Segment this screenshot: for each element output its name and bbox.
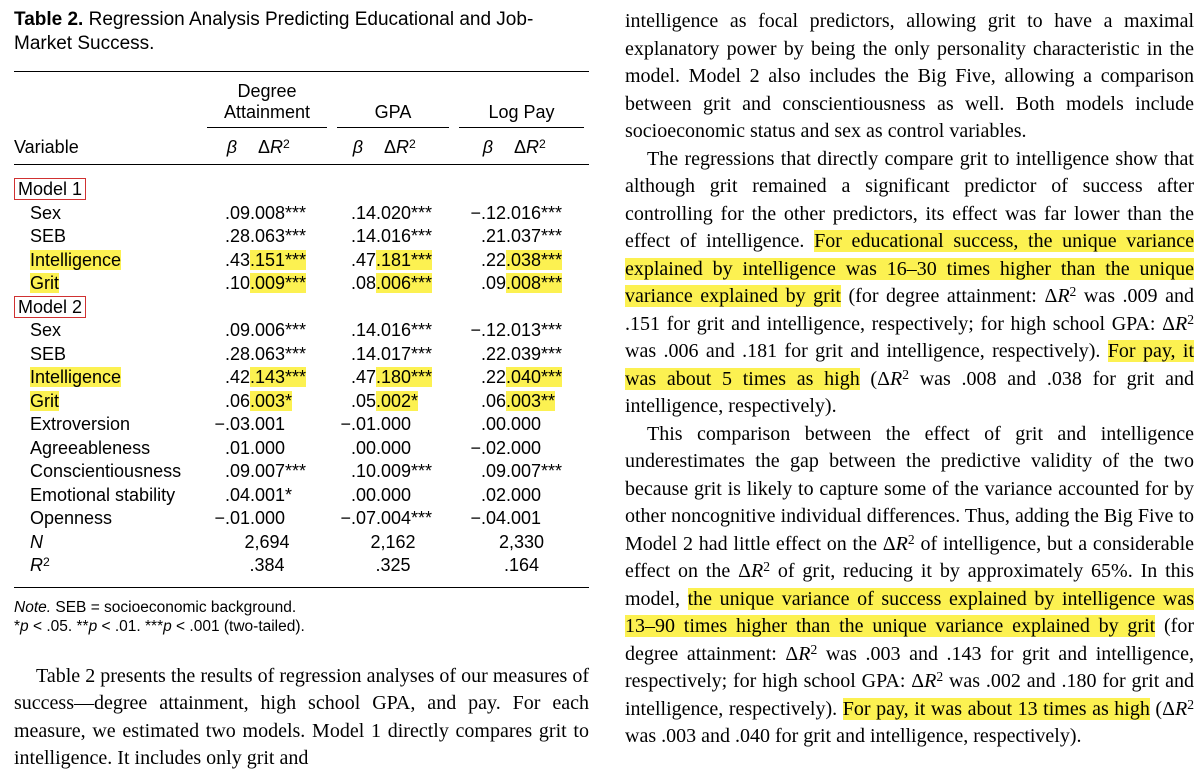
highlighted-text: the unique variance of success explained by intelligence was 13–90 times higher than the unique variance explained by grit: [625, 587, 1194, 637]
table-row: [14, 249, 589, 273]
row-label: Grit: [30, 273, 59, 293]
delta-r2-value: .181***: [376, 249, 433, 270]
delta-r2-value: .007***: [506, 461, 563, 481]
beta-value: −.01: [214, 508, 250, 528]
highlighted-text: For pay, it was about 13 times as high: [842, 697, 1150, 720]
beta-value: .14: [350, 226, 376, 246]
delta-r2-value: .000: [506, 414, 542, 434]
row-label: Sex: [30, 320, 62, 340]
stat-value: 2,694: [244, 531, 290, 552]
beta-value: .43: [224, 249, 250, 270]
table-row: [14, 484, 589, 508]
column-group-degree-attainment: [202, 72, 332, 129]
delta-r2-value: .000: [250, 508, 286, 528]
beta-value: .09: [224, 320, 250, 340]
delta-r2-value: .038***: [506, 249, 563, 270]
row-label: $R^2$: [30, 554, 50, 575]
beta-value: .09: [224, 461, 250, 481]
beta-value: .05: [350, 390, 376, 411]
row-label: Extroversion: [30, 414, 131, 434]
beta-value: .14: [350, 202, 376, 223]
group-header-spacer: [14, 72, 202, 129]
row-label-cell: [14, 225, 202, 249]
table-row: [14, 319, 589, 343]
delta-r2-value: .007***: [250, 461, 307, 481]
table-row: [14, 460, 589, 484]
delta-r2-value: .039***: [506, 343, 563, 364]
beta-value: −.07: [340, 508, 376, 528]
beta-value: .04: [224, 484, 250, 505]
table-body: [14, 165, 589, 588]
model-row: [14, 165, 589, 202]
row-label: Intelligence: [30, 367, 122, 387]
body-paragraph: The regressions that directly compare grit to intelligence show that although grit remained a significant predictor of success after controlling for the other predictors, its effect was far lower than the effect of intelligence. For educational success, the unique variance explained by intelligence was 16–30 times higher than the unique variance explained by grit (for degree attainment: $\Delta R^2$ was .009 and .151 for grit and intelligence, respectively; for high school GPA: $\Delta R^2$ was .006 and .181 for grit and intelligence, respectively). For pay, it was about 5 times as high ($\Delta R^2$ was .008 and .038 for grit and intelligence, respectively).: [625, 147, 1194, 417]
table-notes: [14, 598, 589, 637]
column-group-gpa: [332, 72, 454, 129]
beta-value: .09: [480, 461, 506, 481]
model-label-cell: [14, 165, 589, 202]
delta-r2-value: .003*: [250, 390, 293, 411]
delta-r2-value: .004***: [376, 508, 433, 528]
left-column: [14, 6, 589, 780]
beta-value: −.02: [470, 437, 506, 458]
delta-r2-value: .001*: [250, 484, 293, 505]
beta-value: .08: [350, 273, 376, 293]
stat-value: 2,162: [370, 531, 416, 552]
delta-r2-value: .000: [376, 484, 412, 505]
beta-value: −.04: [470, 508, 506, 528]
beta-value: .42: [224, 367, 250, 387]
beta-value: .00: [350, 484, 376, 505]
row-label-cell: [14, 507, 202, 531]
delta-r2-value: .001: [506, 508, 542, 528]
delta-r2-value: .006***: [250, 320, 307, 340]
beta-value: −.12: [470, 320, 506, 340]
table-row: [14, 202, 589, 226]
row-label-cell: [14, 531, 202, 555]
table-caption: Table 2. Regression Analysis Predicting Educational and Job-Market Success.: [14, 9, 534, 54]
stat-value: .164: [503, 555, 540, 575]
column-group-label: GPA: [337, 102, 449, 128]
row-label: Agreeableness: [30, 437, 151, 458]
row-label-cell: [14, 272, 202, 296]
highlighted-text: For pay, it was about 5 times as high: [625, 340, 1194, 390]
body-paragraph: This comparison between the effect of grit and intelligence underestimates the gap between the predictive validity of the two because grit is likely to capture some of the variance accounted for by other noncognitive individual differences. Thus, adding the Big Five to Model 2 had little effect on the $\Delta R^2$ of intelligence, but a considerable effect on the $\Delta R^2$ of grit, reducing it by approximately 65%. In this model, the unique variance of success explained by intelligence was 13–90 times higher than the unique variance explained by grit (for degree attainment: $\Delta R^2$ was .003 and .143 for grit and intelligence, respectively; for high school GPA: $\Delta R^2$ was .002 and .180 for grit and intelligence, respectively). For pay, it was about 13 times as high ($\Delta R^2$ was .003 and .040 for grit and intelligence, respectively).: [625, 422, 1195, 747]
delta-r2-value: .000: [376, 437, 412, 458]
beta-value: .22: [480, 367, 506, 387]
column-group-log-pay: [454, 72, 589, 129]
beta-column-header: β: [332, 128, 376, 165]
table-row: [14, 390, 589, 414]
row-label-cell: [14, 554, 202, 587]
row-label-cell: [14, 413, 202, 437]
table-header: [14, 72, 589, 165]
delta-r2-value: .016***: [376, 226, 433, 246]
delta-r2-value: .143***: [250, 367, 307, 387]
delta-r2-value: .017***: [376, 343, 433, 364]
beta-value: .10: [350, 461, 376, 481]
beta-value: .22: [480, 249, 506, 270]
group-header-row: [14, 72, 589, 129]
significance-note: *p < .05. **p < .01. ***p < .001 (two-tailed).: [14, 618, 305, 635]
table-row: [14, 225, 589, 249]
delta-r2-column-header: $\Delta R^2$: [506, 128, 589, 165]
delta-r2-value: .016***: [506, 202, 563, 223]
delta-r2-value: .003**: [506, 390, 556, 411]
beta-value: .00: [480, 414, 506, 434]
beta-value: .09: [480, 273, 506, 293]
row-label-cell: [14, 319, 202, 343]
row-label-cell: [14, 484, 202, 508]
row-label-cell: [14, 390, 202, 414]
model-label-cell: [14, 296, 589, 320]
delta-r2-value: .001: [250, 414, 286, 434]
delta-r2-value: .063***: [250, 226, 307, 246]
row-label-cell: [14, 249, 202, 273]
beta-value: .02: [480, 484, 506, 505]
table-row: [14, 531, 589, 555]
table-row: [14, 507, 589, 531]
highlighted-text: For educational success, the unique variance explained by intelligence was 16–30 times higher than the unique variance explained by grit: [625, 230, 1194, 307]
delta-r2-value: .008***: [250, 202, 307, 223]
beta-value: .47: [350, 249, 376, 270]
delta-r2-value: .020***: [376, 202, 433, 223]
beta-value: .01: [224, 437, 250, 458]
delta-r2-value: .063***: [250, 343, 307, 364]
stat-value: 2,330: [498, 531, 545, 552]
body-paragraph: Table 2 presents the results of regression analyses of our measures of success—degree attainment, high school GPA, and pay. For each measure, we estimated two models. Model 1 directly compares grit to intelligence. It includes only grit and: [14, 664, 589, 769]
beta-value: −.01: [340, 414, 376, 434]
body-paragraph: intelligence as focal predictors, allowing grit to have a maximal explanatory power by being the only personality characteristic in the model. Model 2 also includes the Big Five, allowing a comparison between grit and conscientiousness as well. Both models include socioeconomic status and sex as control variables.: [625, 10, 1194, 142]
beta-value: .14: [350, 320, 376, 340]
model-label-box: Model 1: [14, 178, 86, 200]
stat-value: .384: [249, 555, 285, 575]
table-row: [14, 554, 589, 587]
beta-value: .10: [224, 273, 250, 293]
table-note: Note. SEB = socioeconomic background.: [14, 598, 297, 616]
row-label: SEB: [30, 226, 67, 246]
beta-value: .47: [350, 367, 376, 387]
regression-table: [14, 71, 589, 588]
delta-r2-value: .040***: [506, 367, 563, 387]
delta-r2-value: .000: [250, 437, 286, 458]
delta-r2-column-header: $\Delta R^2$: [250, 128, 332, 165]
delta-r2-value: .000: [376, 414, 412, 434]
beta-value: .00: [350, 437, 376, 458]
delta-r2-value: .000: [506, 437, 542, 458]
delta-r2-value: .002*: [376, 390, 419, 411]
row-label-cell: [14, 202, 202, 226]
table-row: [14, 343, 589, 367]
beta-value: .14: [350, 343, 376, 364]
beta-value: .21: [480, 226, 506, 246]
row-label: Emotional stability: [30, 484, 176, 505]
row-label-cell: [14, 343, 202, 367]
variable-column-header: Variable: [14, 128, 202, 165]
table-row: [14, 437, 589, 461]
row-label: SEB: [30, 343, 67, 364]
row-label: Grit: [30, 390, 59, 411]
row-label: N: [30, 531, 43, 552]
delta-r2-value: .151***: [250, 249, 307, 270]
table-row: [14, 272, 589, 296]
column-group-label: Degree Attainment: [207, 81, 327, 128]
row-label-cell: [14, 366, 202, 390]
beta-column-header: β: [454, 128, 506, 165]
delta-r2-value: .016***: [376, 320, 433, 340]
row-label: Conscientiousness: [30, 461, 182, 481]
beta-value: .06: [224, 390, 250, 411]
delta-r2-value: .013***: [506, 320, 563, 340]
beta-value: −.12: [470, 202, 506, 223]
column-group-label: Log Pay: [459, 102, 584, 128]
delta-r2-value: .037***: [506, 226, 563, 246]
delta-r2-value: .000: [506, 484, 542, 505]
delta-r2-value: .006***: [376, 273, 433, 293]
table-row: [14, 413, 589, 437]
beta-value: .22: [480, 343, 506, 364]
beta-value: .09: [224, 202, 250, 223]
delta-r2-value: .009***: [250, 273, 307, 293]
model-row: [14, 296, 589, 320]
delta-r2-column-header: $\Delta R^2$: [376, 128, 454, 165]
subheader-row: [14, 128, 589, 165]
table-row: [14, 366, 589, 390]
beta-column-header: β: [202, 128, 250, 165]
beta-value: .28: [224, 226, 250, 246]
beta-value: .28: [224, 343, 250, 364]
row-label: Sex: [30, 202, 62, 223]
row-label-cell: [14, 437, 202, 461]
right-column: [625, 6, 1194, 780]
beta-value: −.03: [214, 414, 250, 434]
beta-value: .06: [480, 390, 506, 411]
row-label: Openness: [30, 508, 113, 528]
delta-r2-value: .008***: [506, 273, 563, 293]
delta-r2-value: .009***: [376, 461, 433, 481]
stat-value: .325: [375, 555, 411, 575]
model-label-box: Model 2: [14, 296, 86, 318]
delta-r2-value: .180***: [376, 367, 433, 387]
row-label: Intelligence: [30, 249, 122, 270]
row-label-cell: [14, 460, 202, 484]
